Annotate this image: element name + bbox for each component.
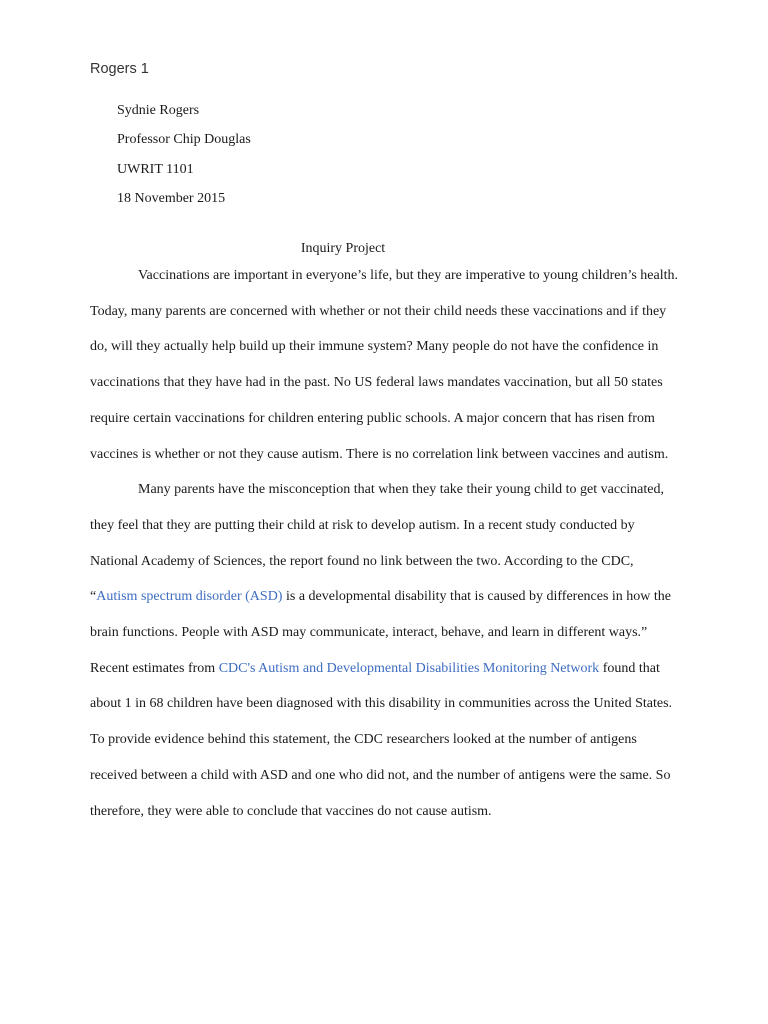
author-name: Sydnie Rogers	[117, 103, 200, 118]
paragraph-1: Vaccinations are important in everyone’s life, but they are imperative to young children’s health. Today, many parents are concerned with whether or not their child needs these vaccinations and if they do, will they actually help build up their immune system? Many people do not have the confidence in vaccinations that they have had in the past. No US federal laws mandates vaccination, but all 50 states require certain vaccinations for children entering public schools. A major concern that has risen from vaccines is whether or not they cause autism. There is no correlation link between vaccines and autism.	[90, 268, 678, 462]
essay-title: Inquiry Project	[300, 241, 386, 256]
cdc-network-link[interactable]: CDC's Autism and Developmental Disabilities Monitoring Network	[218, 660, 600, 676]
running-header: Rogers 1	[90, 61, 149, 77]
paragraph-2-text-a: Many parents have the misconception that when they take their young child to get vaccinated, they feel that they are putting their child at risk to develop autism. In a recent study conducted by National Academy of Sciences, the report found no link between the two. According to the CDC, “	[90, 482, 664, 605]
paragraph-2	[90, 472, 680, 829]
professor-name: Professor Chip Douglas	[117, 132, 251, 148]
essay-date: 18 November 2015	[117, 190, 226, 206]
paragraph-2-text-c: found that about 1 in 68 children have been diagnosed with this disability in communities across the United States. To provide evidence behind this statement, the CDC researchers looked at the number of antigens received between a child with ASD and one who did not, and the number of antigens were the same. So therefore, they were able to conclude that vaccines do not cause autism.	[90, 660, 673, 819]
essay-body	[90, 258, 680, 829]
mla-heading	[117, 96, 517, 213]
course-name: UWRIT 1101	[117, 161, 194, 177]
paragraph-2-text-b: is a developmental disability that is caused by differences in how the brain functions. People with ASD may communicate, interact, behave, and learn in different ways.” Recent estimates from	[90, 589, 672, 676]
asd-link[interactable]: Autism spectrum disorder (ASD)	[96, 589, 283, 605]
